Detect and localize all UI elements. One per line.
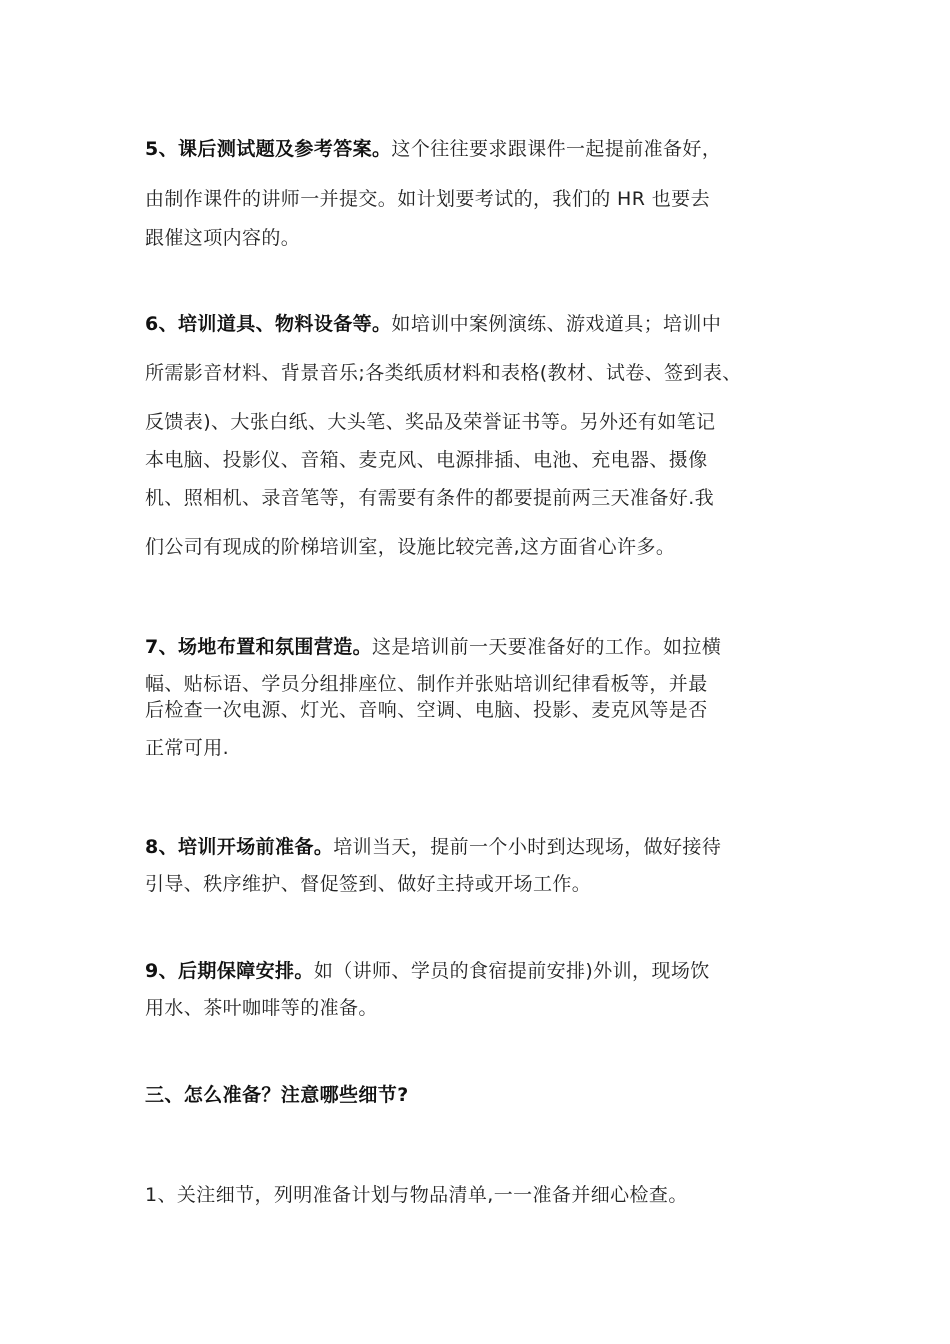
section-8-heading: 8、培训开场前准备。: [145, 836, 334, 858]
paragraph-text: 所需影音材料、背景音乐;各类纸质材料和表格(教材、试卷、签到表、: [145, 362, 742, 384]
section-5-line-3: [145, 225, 300, 251]
section-7-line-2: [145, 671, 708, 697]
point-1-line: [145, 1182, 688, 1208]
section-9-line-1: [145, 958, 710, 984]
section-6-line-3: [145, 409, 715, 435]
section-6-line-1: [145, 311, 721, 337]
paragraph-text: 引导、秩序维护、督促签到、做好主持或开场工作。: [145, 873, 592, 895]
section-8-line-2: [145, 871, 591, 897]
section-5-line-2: [145, 186, 710, 212]
section-9-text: 如（讲师、学员的食宿提前安排)外训，现场饮: [313, 960, 710, 982]
section-8-text: 培训当天，提前一个小时到达现场，做好接待: [333, 836, 722, 858]
section-7-line-1: [145, 634, 721, 660]
section-5-line-1: [145, 136, 721, 162]
paragraph-text: 本电脑、投影仪、音箱、麦克风、电源排插、电池、充电器、摄像: [145, 449, 708, 471]
section-5-text: 这个往往要求跟课件一起提前准备好，: [391, 138, 722, 160]
section-7-heading: 7、场地布置和氛围营造。: [145, 636, 373, 658]
section-5-heading: 5、课后测试题及参考答案。: [145, 138, 392, 160]
section-6-line-5: [145, 485, 714, 511]
section-6-line-2: [145, 360, 742, 386]
section-6-line-6: [145, 534, 675, 560]
paragraph-text: 跟催这项内容的。: [145, 227, 301, 249]
section-9-heading: 9、后期保障安排。: [145, 960, 314, 982]
section-3-heading-line: [145, 1082, 409, 1108]
section-6-heading: 6、培训道具、物料设备等。: [145, 313, 392, 335]
paragraph-text: 反馈表)、大张白纸、大头笔、奖品及荣誉证书等。另外还有如笔记: [145, 411, 716, 433]
paragraph-text: 机、照相机、录音笔等，有需要有条件的都要提前两三天准备好.我: [145, 487, 715, 509]
paragraph-text: 正常可用.: [145, 737, 230, 759]
section-6-text: 如培训中案例演练、游戏道具；培训中: [391, 313, 722, 335]
section-6-line-4: [145, 447, 708, 473]
section-7-line-3: [145, 697, 708, 723]
section-9-line-2: [145, 995, 378, 1021]
paragraph-text: 幅、贴标语、学员分组排座位、制作并张贴培训纪律看板等，并最: [145, 673, 708, 695]
paragraph-text: 由制作课件的讲师一并提交。如计划要考试的，我们的 HR 也要去: [145, 188, 710, 210]
section-7-text: 这是培训前一天要准备好的工作。如拉横: [372, 636, 722, 658]
section-heading-how-to-prepare: 三、怎么准备？注意哪些细节?: [145, 1084, 409, 1106]
paragraph-text: 用水、茶叶咖啡等的准备。: [145, 997, 378, 1019]
point-1-text: 1、关注细节，列明准备计划与物品清单,一一准备并细心检查。: [145, 1184, 688, 1206]
section-8-line-1: [145, 834, 721, 860]
section-7-line-4: [145, 735, 229, 761]
paragraph-text: 后检查一次电源、灯光、音响、空调、电脑、投影、麦克风等是否: [145, 699, 708, 721]
paragraph-text: 们公司有现成的阶梯培训室，设施比较完善,这方面省心许多。: [145, 536, 676, 558]
